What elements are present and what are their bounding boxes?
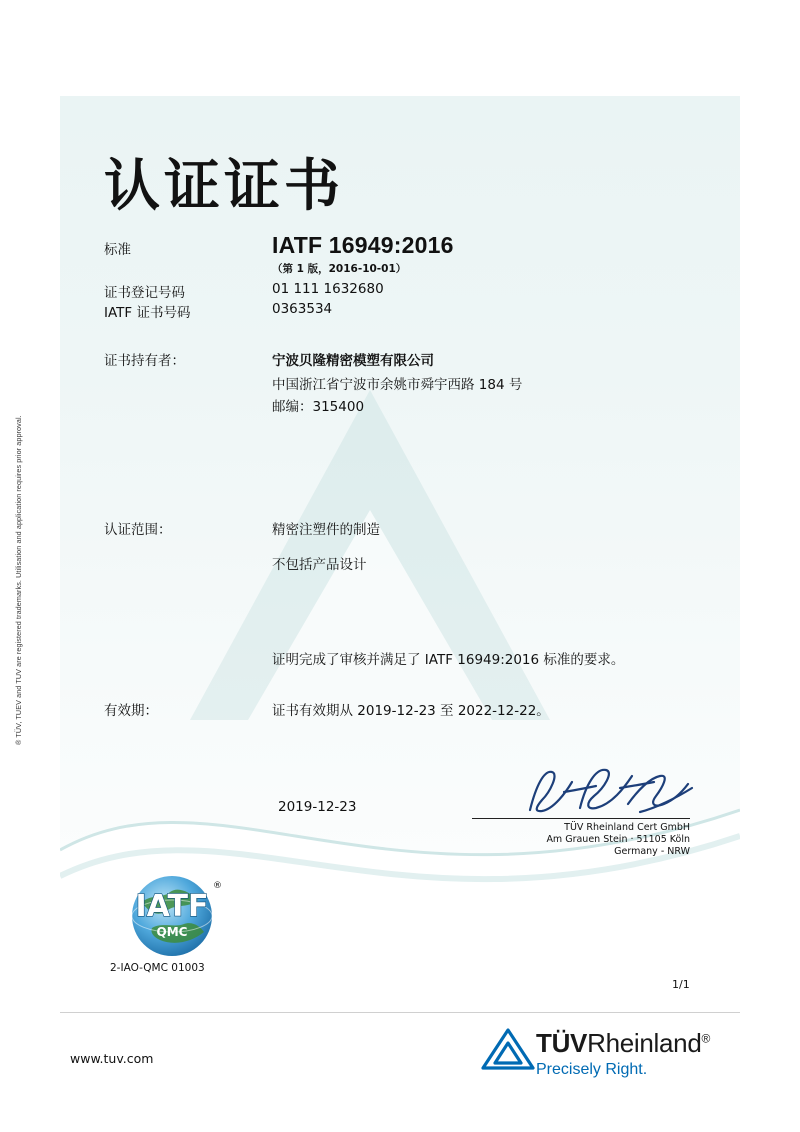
signature-svg (520, 762, 700, 820)
tuv-triangle-icon (480, 1026, 536, 1072)
holder-label: 证书持有者： (104, 353, 185, 369)
signature-block (472, 822, 690, 858)
side-legal-note: ® TÜV, TUEV and TUV are registered trademarks. Utilisation and application requires prior approval. (14, 415, 23, 745)
issue-date: 2019-12-23 (278, 799, 357, 815)
scope-label: 认证范围： (104, 522, 172, 538)
holder-postcode: 邮编：315400 (272, 399, 365, 415)
conformity-statement: 证明完成了审核并满足了 IATF 16949:2016 标准的要求。 (272, 652, 625, 668)
scope-line-2: 不包括产品设计 (272, 557, 367, 573)
page-title: 认证证书 (104, 154, 344, 219)
tuv-brand-suffix: Rheinland (587, 1028, 702, 1058)
signature-mark (520, 762, 700, 820)
tuv-brand-prefix: TÜV (536, 1028, 588, 1058)
svg-text:QMC: QMC (156, 925, 188, 939)
svg-text:IATF: IATF (135, 889, 209, 924)
iatf-accreditation-code: 2-IAO-QMC 01003 (110, 962, 205, 974)
page-number: 1/1 (672, 978, 690, 991)
tuv-registered-mark: ® (701, 1031, 711, 1046)
iatf-cert-number: 0363534 (272, 301, 333, 317)
holder-address: 中国浙江省宁波市余姚市舜宇西路 184 号 (272, 377, 523, 393)
standard-label: 标准 (104, 242, 131, 258)
registration-label: 证书登记号码 (104, 285, 185, 301)
iatf-cert-label: IATF 证书号码 (104, 305, 191, 321)
registration-number: 01 111 1632680 (272, 281, 384, 297)
iatf-logo (112, 866, 232, 962)
svg-text:®: ® (213, 881, 222, 891)
scope-line-1: 精密注塑件的制造 (272, 522, 380, 538)
triangle-watermark-inner-icon (248, 510, 492, 720)
footer-url[interactable]: www.tuv.com (70, 1051, 154, 1066)
validity-text: 证书有效期从 2019-12-23 至 2022-12-22。 (272, 703, 550, 719)
signature-address: Am Grauen Stein · 51105 Köln (546, 834, 690, 845)
validity-label: 有效期： (104, 703, 158, 719)
signature-region: Germany - NRW (614, 846, 690, 857)
signature-rule (472, 818, 690, 819)
footer-divider (60, 1012, 740, 1013)
standard-name: IATF 16949:2016 (272, 232, 454, 258)
standard-edition: （第 1 版，2016-10-01） (272, 263, 407, 275)
tuv-tagline: Precisely Right. (536, 1061, 648, 1078)
signature-company: TÜV Rheinland Cert GmbH (564, 822, 690, 833)
tuv-brand-text (536, 1028, 710, 1059)
iatf-logo-svg (112, 866, 232, 962)
holder-name: 宁波贝隆精密模塑有限公司 (272, 353, 434, 369)
